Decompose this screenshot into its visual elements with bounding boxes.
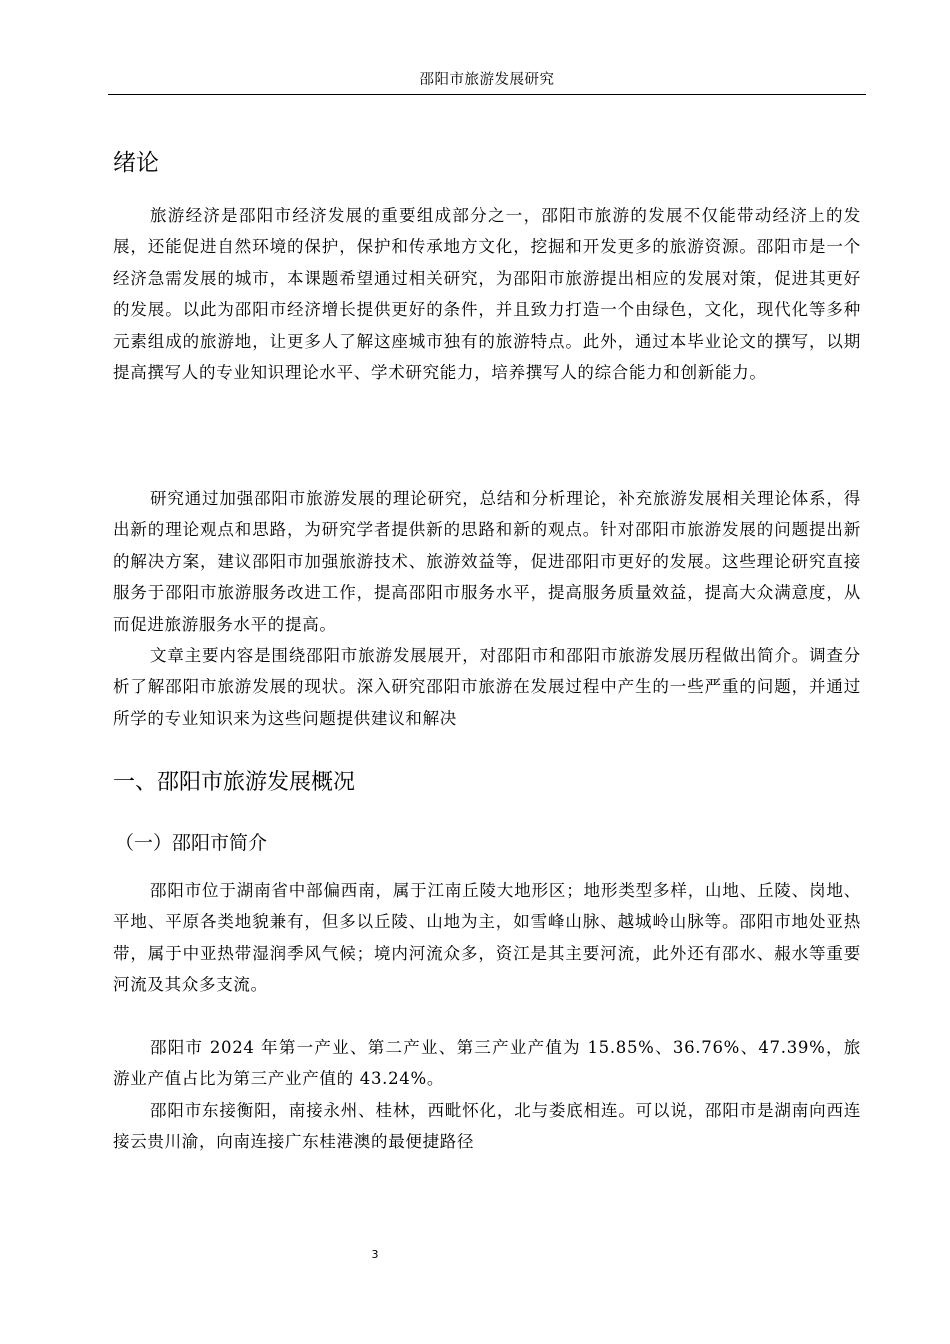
subsection-1-paragraph-2: 邵阳市 2024 年第一产业、第二产业、第三产业产值为 15.85%、36.76%、47.39%，旅游业产值占比为第三产业产值的 43.24%。	[113, 1038, 861, 1089]
running-header	[108, 70, 866, 95]
introduction-paragraph-1: 旅游经济是邵阳市经济发展的重要组成部分之一，邵阳市旅游的发展不仅能带动经济上的发展，还能促进自然环境的保护，保护和传承地方文化，挖掘和开发更多的旅游资源。邵阳市是一个经济急需发展的城市，本课题希望通过相关研究，为邵阳市旅游提出相应的发展对策，促进其更好的发展。以此为邵阳市经济增长提供更好的条件，并且致力打造一个由绿色，文化，现代化等多种元素组成的旅游地，让更多人了解这座城市独有的旅游特点。此外，通过本毕业论文的撰写，以期提高撰写人的专业知识理论水平、学术研究能力，培养撰写人的综合能力和创新能力。	[113, 206, 861, 383]
introduction-paragraph-2: 研究通过加强邵阳市旅游发展的理论研究，总结和分析理论，补充旅游发展相关理论体系，得出新的理论观点和思路，为研究学者提供新的思路和新的观点。针对邵阳市旅游发展的问题提出新的解决方案，建议邵阳市加强旅游技术、旅游效益等，促进邵阳市更好的发展。这些理论研究直接服务于邵阳市旅游服务改进工作，提高邵阳市服务水平，提高服务质量效益，提高大众满意度，从而促进旅游服务水平的提高。	[113, 489, 861, 634]
subsection-1-heading: （一）邵阳市简介	[115, 832, 268, 854]
subsection-1-paragraph-1: 邵阳市位于湖南省中部偏西南，属于江南丘陵大地形区；地形类型多样，山地、丘陵、岗地、平地、平原各类地貌兼有，但多以丘陵、山地为主，如雪峰山脉、越城岭山脉等。邵阳市地处亚热带，属于中亚热带湿润季风气候；境内河流众多，资江是其主要河流，此外还有邵水、赧水等重要河流及其众多支流。	[113, 881, 861, 995]
running-header-title: 邵阳市旅游发展研究	[419, 72, 555, 88]
introduction-heading: 绪论	[113, 150, 159, 176]
introduction-paragraph-3: 文章主要内容是围绕邵阳市旅游发展展开，对邵阳市和邵阳市旅游发展历程做出简介。调查分析了解邵阳市旅游发展的现状。深入研究邵阳市旅游在发展过程中产生的一些严重的问题，并通过所学的专业知识来为这些问题提供建议和解决	[113, 646, 861, 728]
page-number: 3	[371, 1248, 379, 1261]
section-1-heading: 一、邵阳市旅游发展概况	[113, 770, 356, 795]
subsection-1-paragraph-3: 邵阳市东接衡阳，南接永州、桂林，西毗怀化，北与娄底相连。可以说，邵阳市是湖南向西连接云贵川渝，向南连接广东桂港澳的最便捷路径	[113, 1101, 861, 1152]
